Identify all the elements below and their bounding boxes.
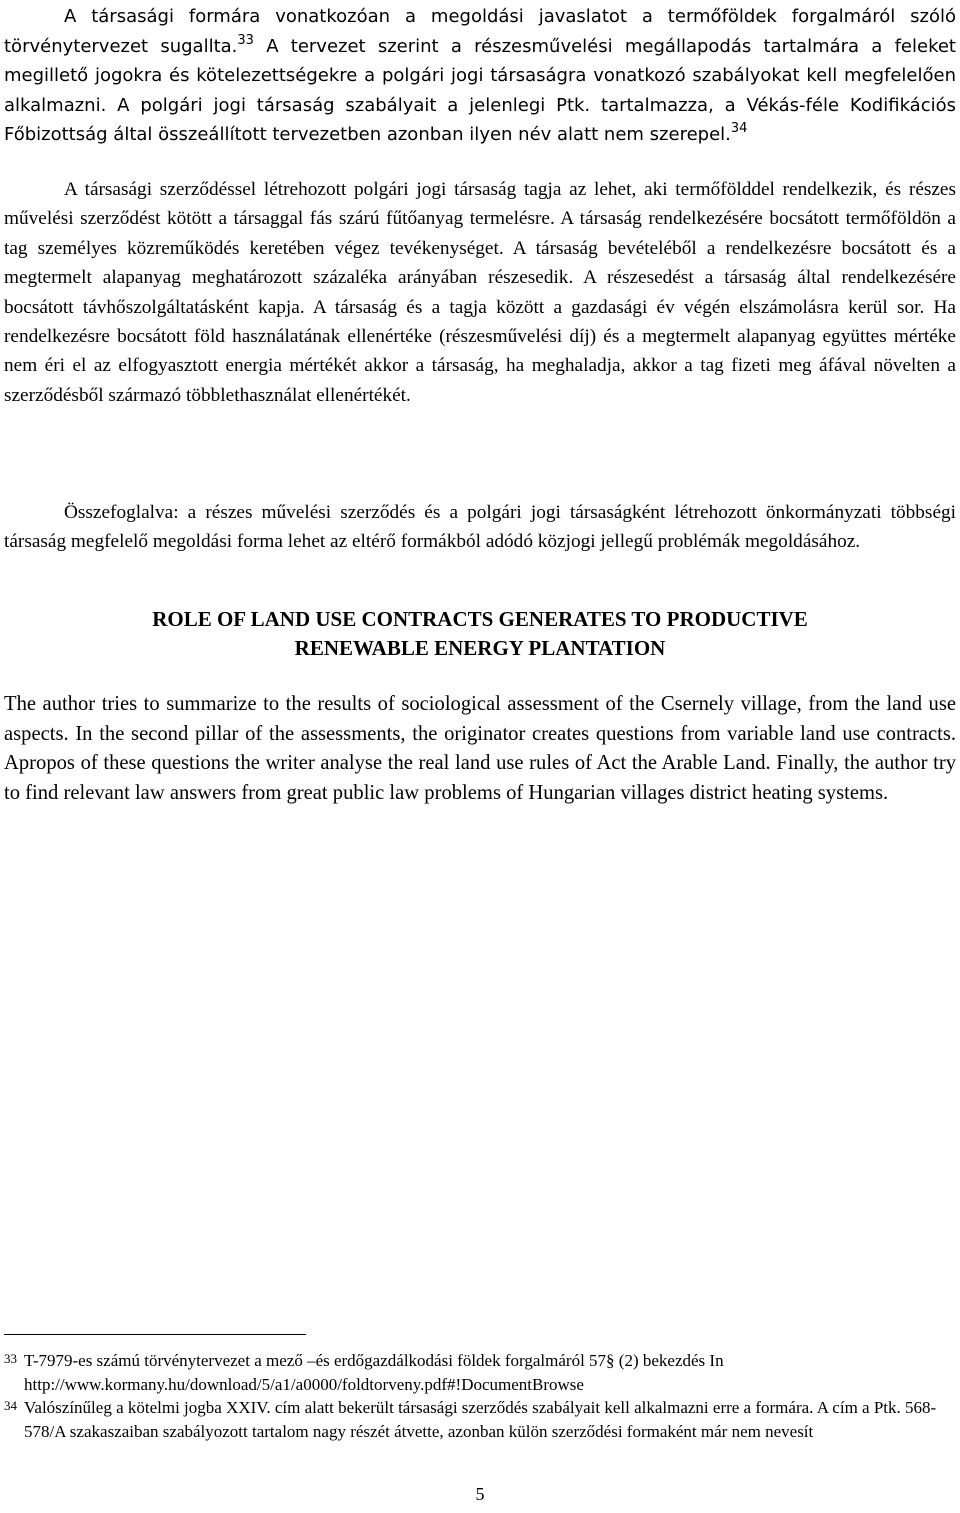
footnote-number: 34 (4, 1398, 17, 1413)
page-number: 5 (475, 1484, 485, 1504)
paragraph-company-form (4, 2, 956, 150)
paragraph-text: A társasági formára vonatkozóan a megoldási javaslatot a termőföldek forgalmáról szóló törvénytervezet sugallta. (4, 6, 956, 57)
english-abstract: The author tries to summarize to the results of sociological assessment of the Csernely village, from the land use aspects. In the second pillar of the assessments, the originator creates questions from variable land use contracts. Apropos of these questions the writer analyse the real land use rules of Act the Arable Land. Finally, the author try to find relevant law answers from great public law problems of Hungarian villages district heating systems. (4, 693, 956, 804)
footnote-text: T-7979-es számú törvénytervezet a mező –és erdőgazdálkodási földek forgalmáról 57§ (2) bekezdés In http://www.kormany.hu/download/5/a1/a0000/foldtorveny.pdf#!DocumentBrowse (24, 1351, 724, 1394)
footnote-34 (4, 1396, 954, 1443)
footnote-separator (4, 1334, 306, 1335)
footnote-33 (4, 1349, 954, 1396)
footnote-ref-33: 33 (237, 32, 254, 48)
paragraph-text: A tervezet szerint a részesművelési megállapodás tartalmára a feleket megillető jogokra és kötelezettségekre a polgári jogi társaságra vonatkozó szabályokat kell megfelelően alkalmazni. (4, 35, 956, 116)
footnote-text: Valószínűleg a kötelmi jogba XXIV. cím alatt bekerült társasági szerződés szabályait kell alkalmazni erre a formára. A cím a Ptk. 568-578/A szakaszaiban szabályozott tartalom nagy részét átvette, azonban külön szerződési formaként már nem nevesít (24, 1398, 937, 1441)
paragraph-text: A polgári jogi társaság szabályait a jelenlegi Ptk. tartalmazza, a Vékás-féle Kodifikációs Főbizottság által összeállított tervezetben azonban ilyen név alatt nem szerepel. (4, 94, 956, 145)
footnote-number: 33 (4, 1351, 17, 1366)
paragraph-partnership-members: A társasági szerződéssel létrehozott polgári jogi társaság tagja az lehet, aki termőfölddel rendelkezik, és részes művelési szerződést kötött a társaggal fás szárú fűtőanyag termelésre. A társaság rendelkezésére bocsátott termőföldön a tag személyes közreműködés keretében végez tevékenységet. A társaság bevételéből a rendelkezésre bocsátott és a megtermelt alapanyag meghatározott százaléka arányában részesedik. A részesedést a társaság által rendelkezésére bocsátott távhőszolgáltatásként kapja. A társaság és a tagja között a gazdasági év végén elszámolásra kerül sor. Ha rendelkezésre bocsátott föld használatának ellenértéke (részesművelési díj) és a megtermelt alapanyag együttes mértéke nem éri el az elfogyasztott energia mértékét akkor a társaság, ha meghaladja, akkor a tag fizeti meg áfával növelten a szerződésből származó többlethasználat ellenértékét. (4, 179, 956, 406)
paragraph-summary: Összefoglalva: a részes művelési szerződés és a polgári jogi társaságként létrehozott önkormányzati többségi társaság megfelelő megoldási forma lehet az eltérő formákból adódó közjogi jellegű problémák megoldásához. (4, 502, 956, 553)
english-title-line-1: ROLE OF LAND USE CONTRACTS GENERATES TO PRODUCTIVE (152, 607, 808, 631)
footnote-ref-34: 34 (730, 121, 748, 136)
english-title-line-2: RENEWABLE ENERGY PLANTATION (294, 636, 666, 660)
